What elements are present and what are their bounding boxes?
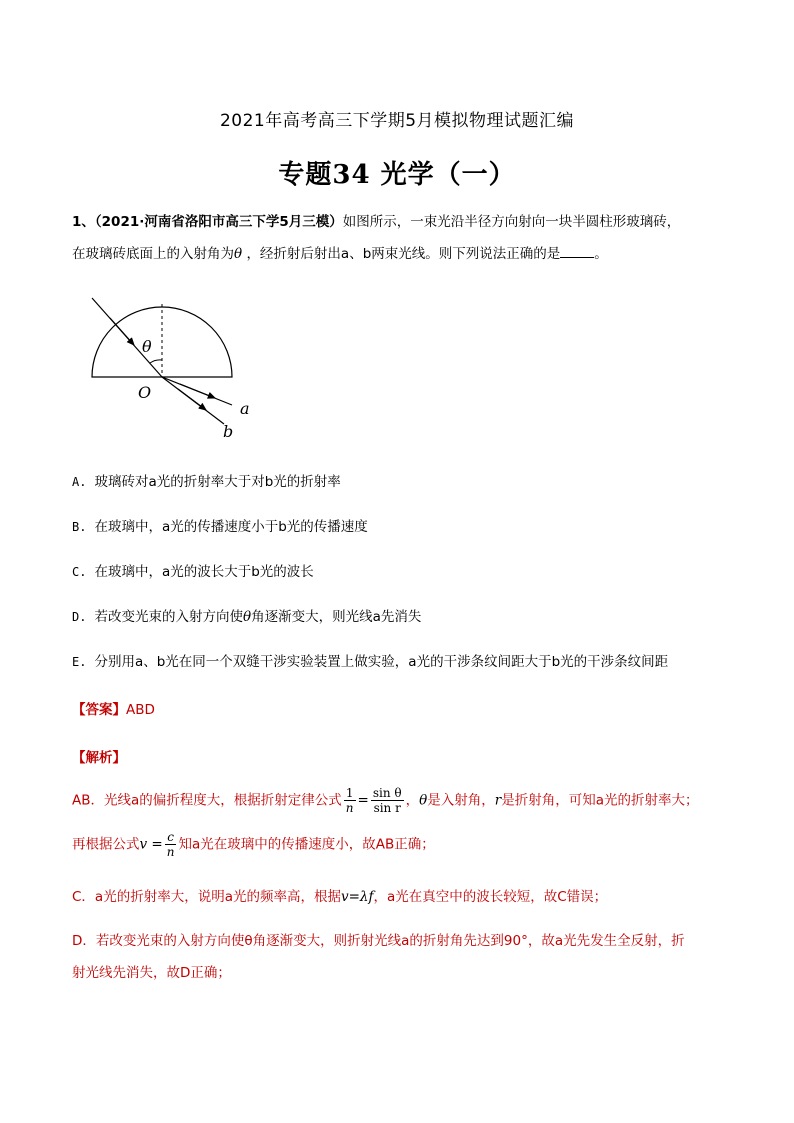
option-e-label: E. bbox=[72, 655, 87, 669]
analysis-ab-line1 bbox=[72, 786, 698, 815]
analysis-ab-line2 bbox=[72, 830, 435, 859]
analysis-ab-text1a: AB．光线a的偏折程度大，根据折射定律公式 bbox=[72, 792, 342, 809]
question-stem-text2b: ，经折射后射出a、b两束光线。则下列说法正确的是 bbox=[246, 246, 561, 262]
option-b-text: 在玻璃中，a光的传播速度小于b光的传播速度 bbox=[94, 519, 368, 535]
fraction-c-over-n bbox=[165, 830, 177, 859]
option-a-label: A. bbox=[72, 475, 87, 489]
analysis-ab-text2b: 知a光在玻璃中的传播速度小，故AB正确； bbox=[178, 836, 435, 853]
topic-title: 专题34 光学（一） bbox=[278, 160, 516, 190]
analysis-c-formula: v=λf bbox=[340, 889, 374, 905]
frac1-den: n bbox=[345, 801, 354, 815]
analysis-ab-text2a: 再根据公式 bbox=[72, 836, 140, 853]
figure-label-b: b bbox=[223, 422, 234, 441]
answer-value: ABD bbox=[126, 702, 155, 718]
option-d-label: D. bbox=[72, 610, 87, 624]
option-b bbox=[72, 517, 368, 537]
question-stem-end: 。 bbox=[594, 246, 608, 262]
question-source: （2021·河南省洛阳市高三下学5月三模） bbox=[94, 214, 343, 230]
question-number: 1、 bbox=[72, 214, 95, 230]
analysis-ab-text1b: ， bbox=[405, 792, 420, 809]
option-a bbox=[72, 472, 341, 492]
option-c-label: C. bbox=[72, 565, 87, 579]
analysis-d-line2: 射光线先消失，故D正确； bbox=[72, 965, 231, 981]
optics-figure bbox=[80, 292, 260, 442]
frac3-num: c bbox=[165, 830, 177, 845]
analysis-tag: 【解析】 bbox=[72, 750, 126, 766]
answer-blank bbox=[560, 245, 594, 258]
figure-label-o: O bbox=[138, 383, 152, 402]
option-d bbox=[72, 607, 421, 627]
frac3-den: n bbox=[166, 845, 175, 859]
equals-sign: = bbox=[357, 792, 369, 809]
option-b-label: B. bbox=[72, 520, 87, 534]
question-stem-line1 bbox=[72, 212, 680, 232]
question-stem-text2a: 在玻璃砖底面上的入射角为 bbox=[72, 246, 234, 262]
fraction-sin-ratio bbox=[371, 786, 404, 815]
option-a-text: 玻璃砖对a光的折射率大于对b光的折射率 bbox=[94, 474, 341, 490]
analysis-r: r bbox=[494, 792, 502, 809]
option-e-text: 分别用a、b光在同一个双缝干涉实验装置上做实验，a光的干涉条纹间距大于b光的干涉条纹间距 bbox=[94, 654, 669, 670]
figure-label-theta: θ bbox=[142, 337, 152, 356]
v-equals: v = bbox=[139, 836, 163, 853]
frac2-num: sin θ bbox=[372, 786, 402, 800]
analysis-ab-text1c: 是入射角， bbox=[427, 792, 495, 809]
frac1-num: 1 bbox=[344, 786, 356, 801]
question-theta: θ bbox=[234, 246, 243, 262]
analysis-c-text-b: ，a光在真空中的波长较短，故C错误； bbox=[373, 889, 608, 905]
option-d-text-a: 若改变光束的入射方向使 bbox=[94, 609, 243, 625]
analysis-c-text-a: C．a光的折射率大，说明a光的频率高，根据 bbox=[72, 889, 341, 905]
analysis-d-line1: D．若改变光束的入射方向使θ角逐渐变大，则折射光线a的折射角先达到90°，故a光先发生全反射，折 bbox=[72, 933, 685, 949]
ray-a-arrow bbox=[180, 384, 215, 398]
figure-label-a: a bbox=[240, 399, 250, 418]
option-c bbox=[72, 562, 314, 582]
fraction-one-over-n bbox=[344, 786, 356, 815]
answer bbox=[72, 698, 155, 718]
analysis-c-line bbox=[72, 887, 607, 907]
analysis-ab-text1d: 是折射角，可知a光的折射率大； bbox=[501, 792, 699, 809]
option-e bbox=[72, 652, 668, 672]
option-d-text-b: 角逐渐变大，则光线a先消失 bbox=[251, 609, 422, 625]
question-stem-line2 bbox=[72, 244, 608, 264]
angle-arc bbox=[150, 360, 162, 363]
series-title: 2021年高考高三下学期5月模拟物理试题汇编 bbox=[219, 111, 575, 131]
option-d-theta: θ bbox=[242, 609, 252, 625]
question-stem-text1: 如图所示，一束光沿半径方向射向一块半圆柱形玻璃砖， bbox=[342, 214, 681, 230]
option-c-text: 在玻璃中，a光的波长大于b光的波长 bbox=[94, 564, 314, 580]
answer-tag: 【答案】 bbox=[72, 702, 126, 718]
frac2-den: sin r bbox=[373, 801, 401, 815]
incident-arrow bbox=[110, 318, 134, 345]
analysis-theta: θ bbox=[419, 792, 428, 809]
